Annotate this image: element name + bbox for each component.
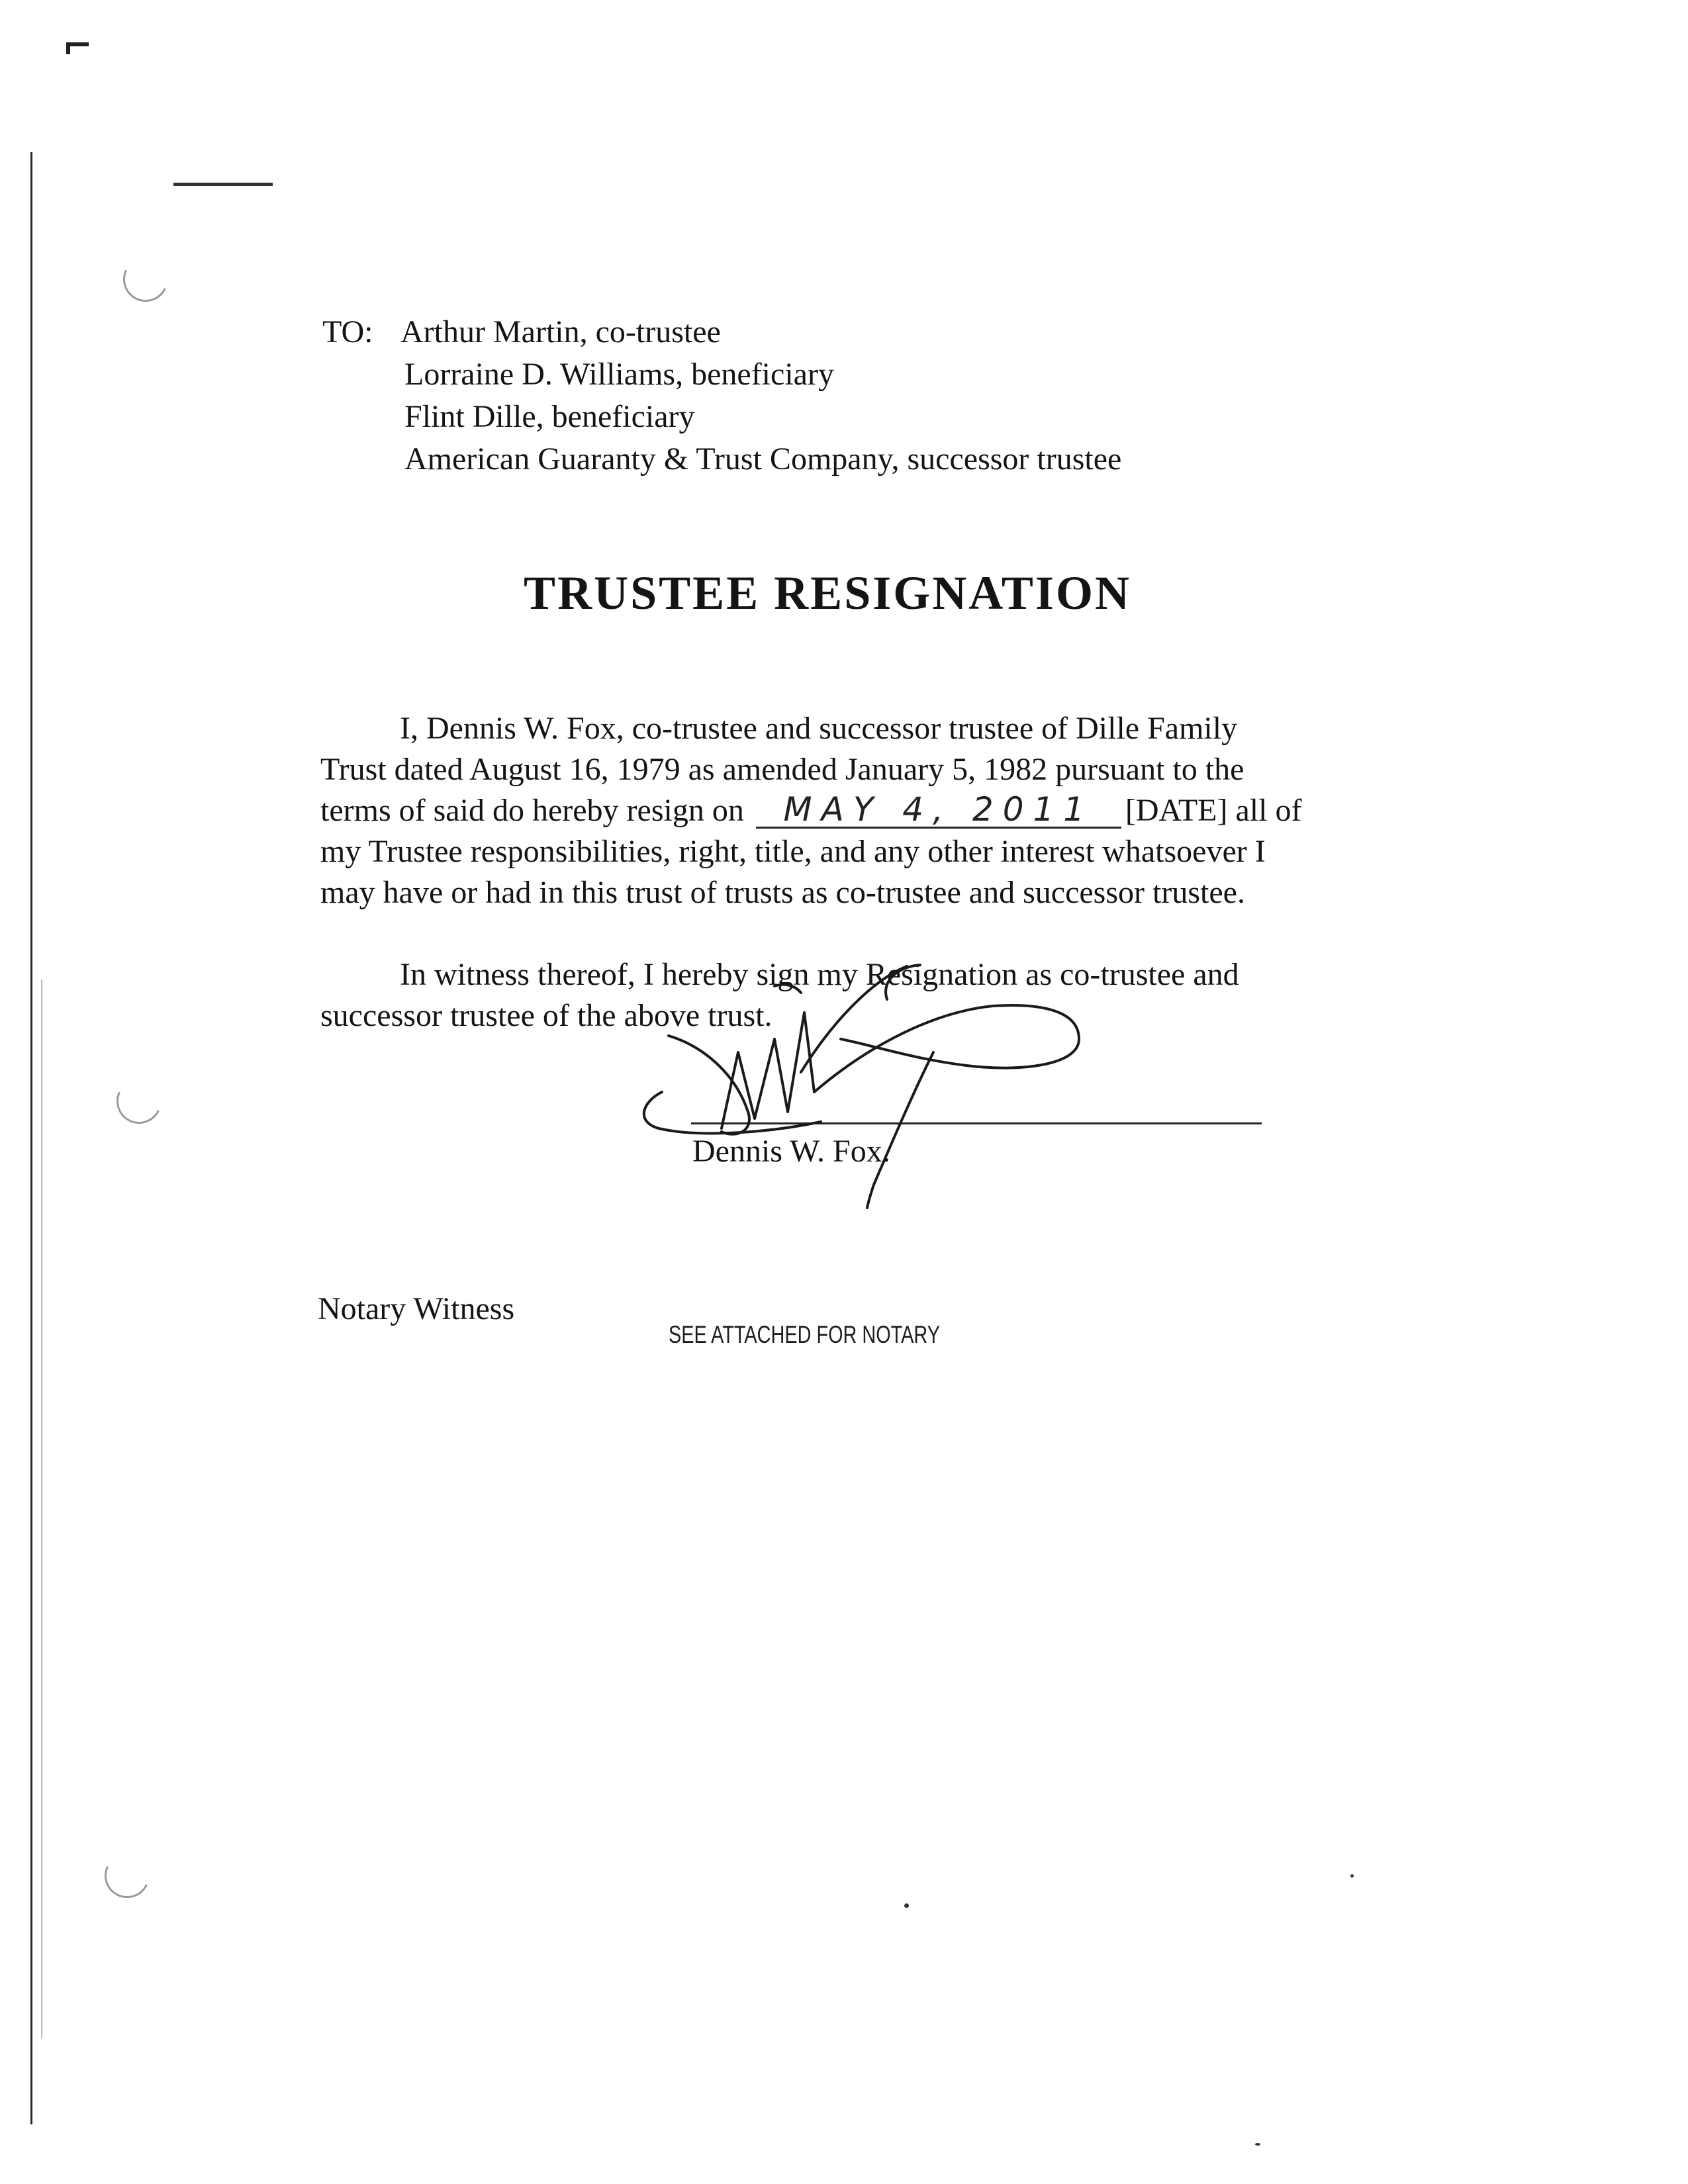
scan-left-edge [30,152,32,2124]
scan-corner-mark [66,42,89,46]
recipient-block [322,311,1121,480]
paragraph-line: In witness thereof, I hereby sign my Resignation as co-trustee and [400,957,1239,992]
paragraph-line: Trust dated August 16, 1979 as amended January 5, 1982 pursuant to the [320,752,1244,787]
scan-speck [1350,1874,1354,1878]
to-label: TO: [322,314,373,349]
scan-speck [904,1903,909,1908]
punch-hole-top [117,250,174,308]
paragraph-line: I, Dennis W. Fox, co-trustee and successor trustee of Dille Family [400,711,1238,746]
handwritten-date: MAY 4, 2011 [756,792,1121,829]
paragraph-line: may have or had in this trust of trusts as co-trustee and successor trustee. [320,875,1245,910]
paragraph-text: [DATE] all of [1125,793,1302,828]
paragraph-line: successor trustee of the above trust. [320,998,773,1033]
punch-hole-middle [110,1072,167,1130]
recipient-name: Arthur Martin, co-trustee [400,314,721,349]
signatory-name: Dennis W. Fox. [692,1134,890,1169]
notary-stamp-text: SEE ATTACHED FOR NOTARY [669,1321,940,1348]
recipient-line: Lorraine D. Williams, beneficiary [404,357,834,392]
paragraph-text: terms of said do hereby resign on [320,793,744,828]
scan-dash-mark [173,183,273,186]
recipient-line [322,311,1121,353]
handwritten-signature [622,940,1125,1218]
scan-left-edge-faint [41,979,42,2038]
resignation-paragraph [320,708,1426,913]
notary-witness-label: Notary Witness [318,1291,515,1326]
recipient-line: American Guaranty & Trust Company, successor trustee [404,441,1122,477]
recipient-line: Flint Dille, beneficiary [404,399,695,434]
punch-hole-bottom [98,1846,156,1904]
document-title: TRUSTEE RESIGNATION [524,567,1131,619]
paragraph-line: my Trustee responsibilities, right, title, and any other interest whatsoever I [320,834,1266,869]
scan-speck [1255,2143,1260,2146]
paragraph-line [320,790,1426,831]
